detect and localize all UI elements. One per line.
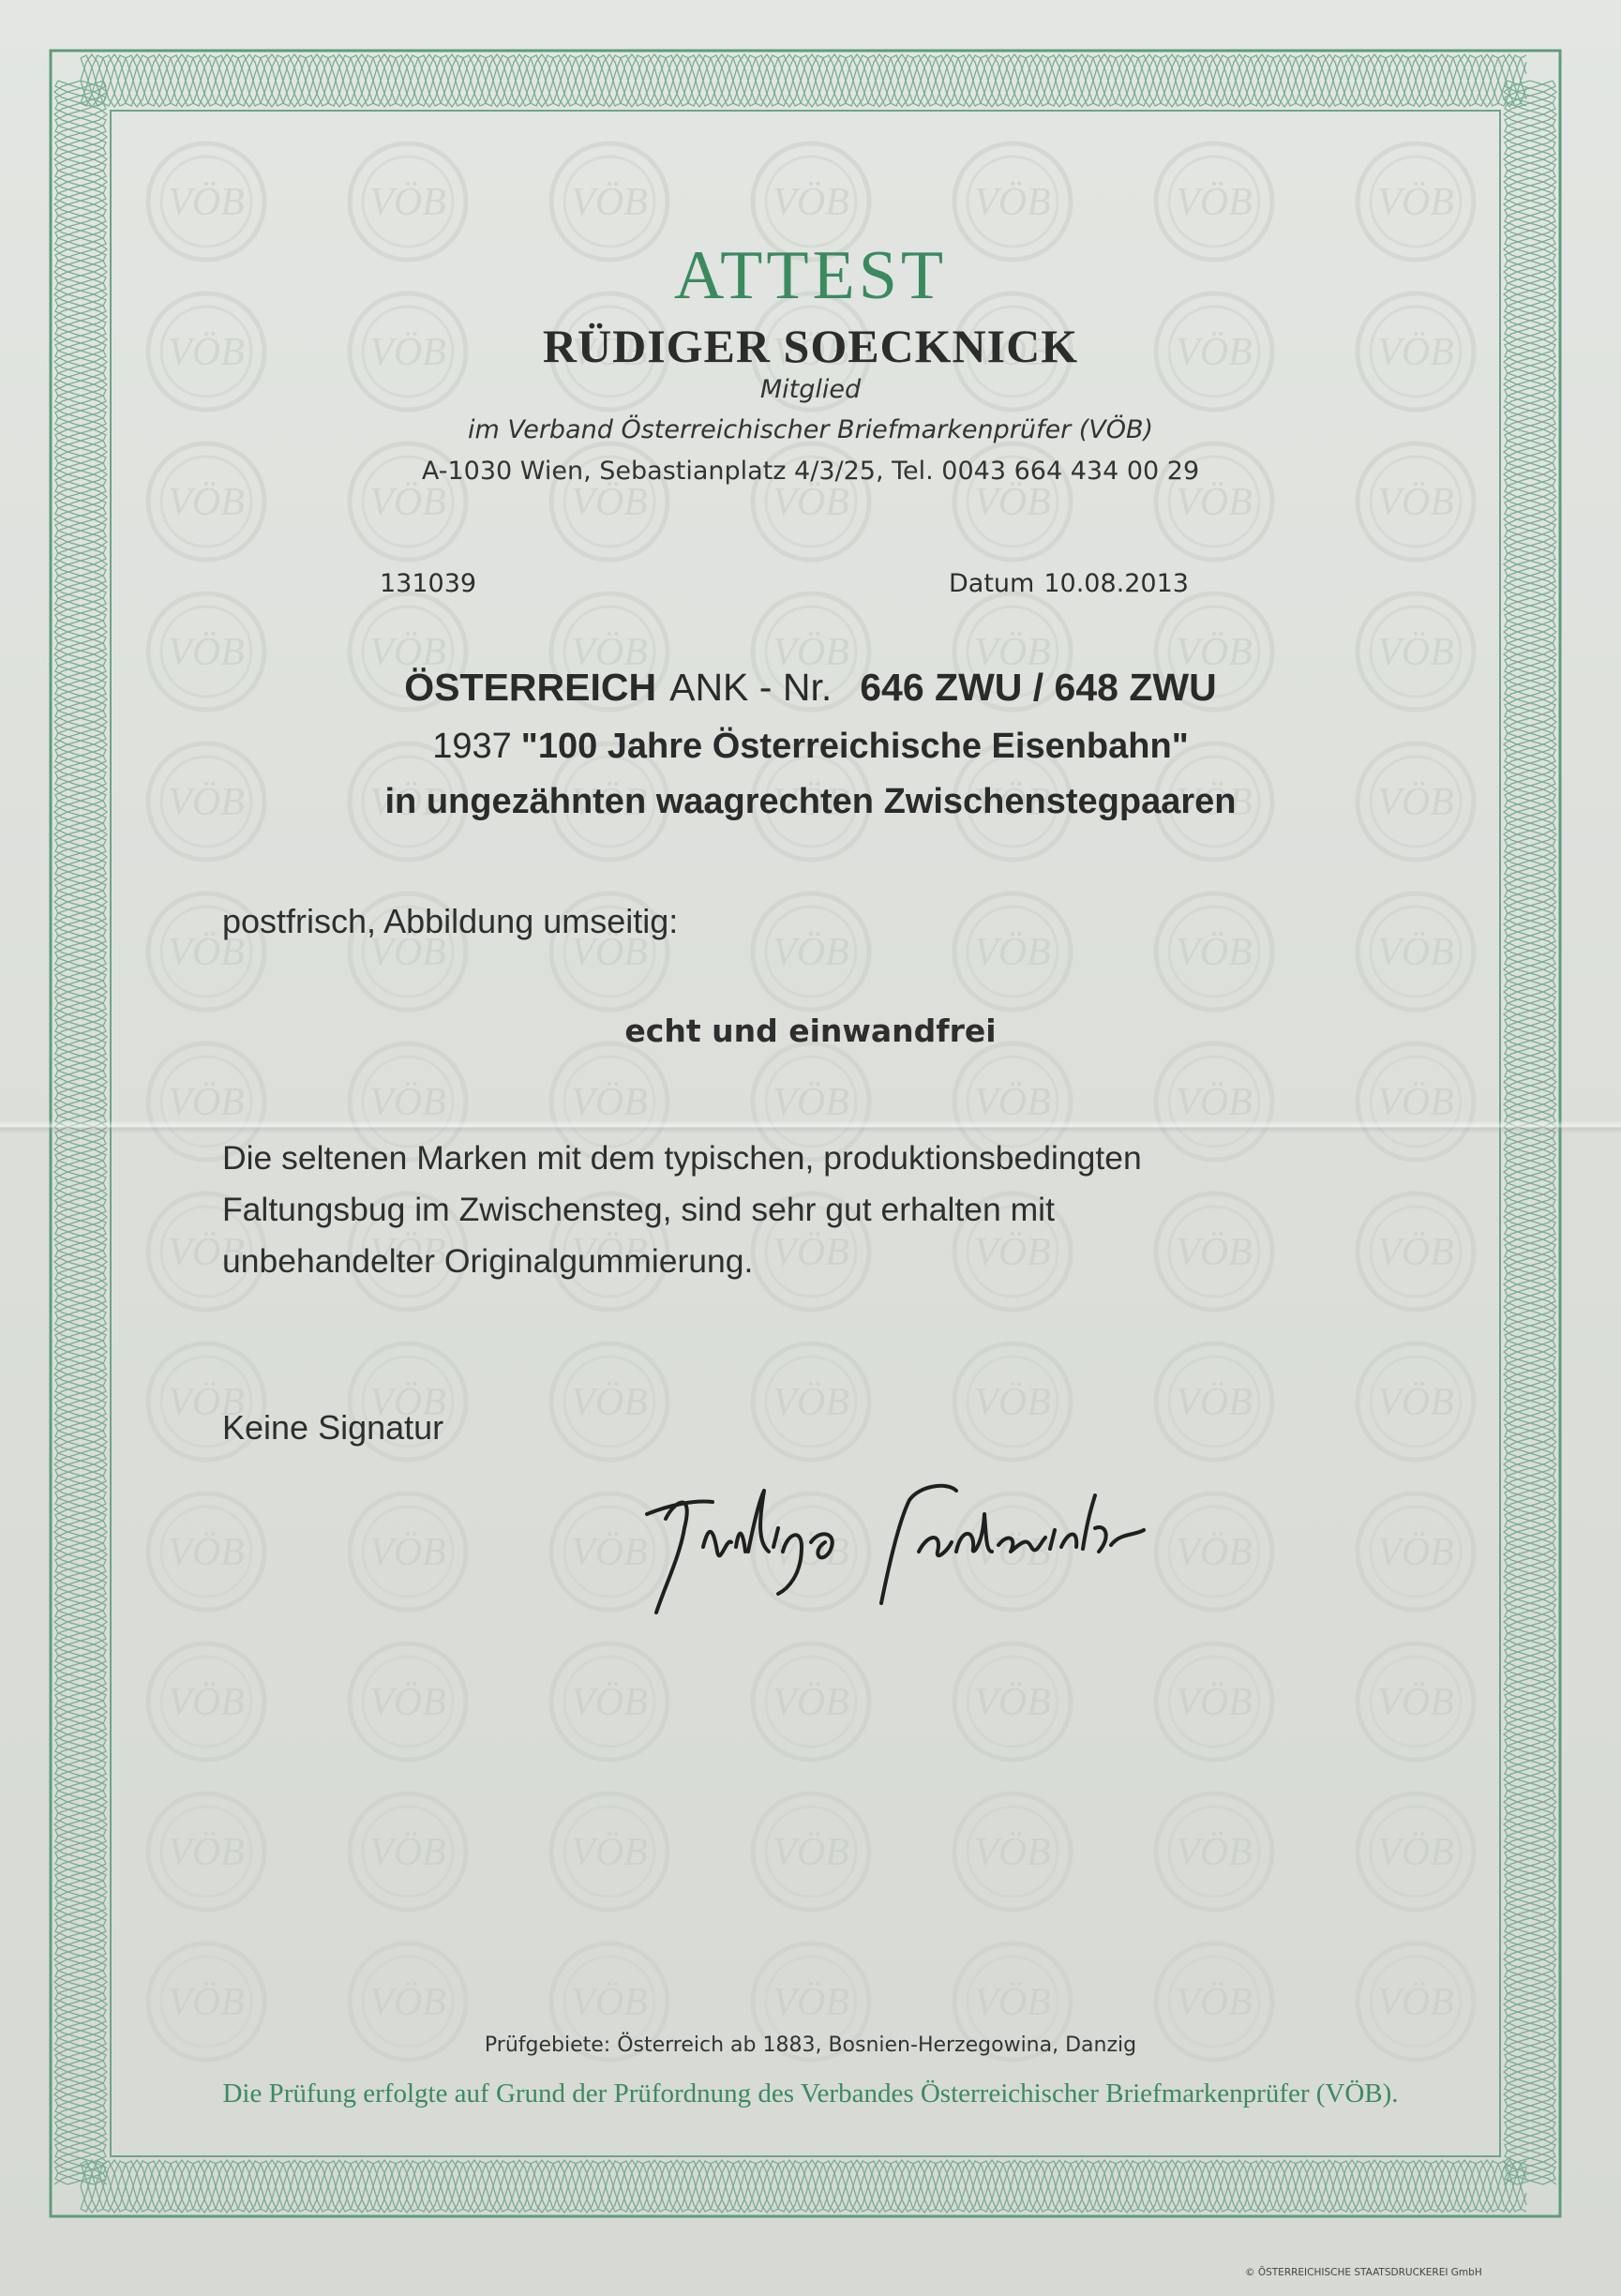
expertise-areas: Prüfgebiete: Österreich ab 1883, Bosnien-Herzegowina, Danzig (484, 2033, 1137, 2057)
item-catalog-line (0, 666, 1621, 710)
certificate-title: ATTEST (673, 237, 948, 314)
issue-title: "100 Jahre Österreichische Eisenbahn" (520, 727, 1189, 766)
voeb-logo-watermark-icon: VÖB (131, 136, 1481, 2105)
paper-fold-line (0, 1120, 1621, 1133)
date-label: Datum (949, 569, 1035, 598)
catalog-numbers: 646 ZWU / 648 ZWU (860, 666, 1217, 709)
issue-year: 1937 (432, 727, 512, 766)
verdict-text: echt und einwandfrei (624, 1013, 997, 1049)
item-format: in ungezähnten waagrechten Zwischenstegpaaren (384, 782, 1237, 821)
description-block (222, 1133, 1142, 1287)
date-value: 10.08.2013 (1043, 569, 1189, 598)
association-name: im Verband Österreichischer Briefmarkenprüfer (VÖB) (467, 415, 1154, 444)
item-country: ÖSTERREICH (404, 666, 657, 709)
description-line: unbehandelter Originalgummierung. (222, 1242, 754, 1280)
catalog-label: ANK - Nr. (669, 666, 833, 709)
printer-imprint: © ÖSTERREICHISCHE STAATSDRUCKEREI GmbH (1245, 2267, 1482, 2278)
examiner-address: A-1030 Wien, Sebastianplatz 4/3/25, Tel. 0043 664 434 00 29 (421, 457, 1200, 486)
item-issue-line (0, 727, 1621, 767)
signature-note: Keine Signatur (222, 1408, 444, 1447)
examiner-name: RÜDIGER SOECKNICK (542, 320, 1079, 372)
description-line: Faltungsbug im Zwischensteg, sind sehr gut erhalten mit (222, 1191, 1055, 1228)
regulation-note: Die Prüfung erfolgte auf Grund der Prüfordnung des Verbandes Österreichischer Briefmarkenprüfer (VÖB). (222, 2078, 1399, 2108)
description-line: Die seltenen Marken mit dem typischen, produktionsbedingten (222, 1139, 1142, 1177)
membership-label: Mitglied (759, 375, 862, 404)
condition-text: postfrisch, Abbildung umseitig: (222, 902, 679, 940)
certificate-date (949, 569, 1189, 598)
certificate-number: 131039 (380, 569, 477, 598)
handwritten-signature-icon (638, 1463, 1163, 1631)
